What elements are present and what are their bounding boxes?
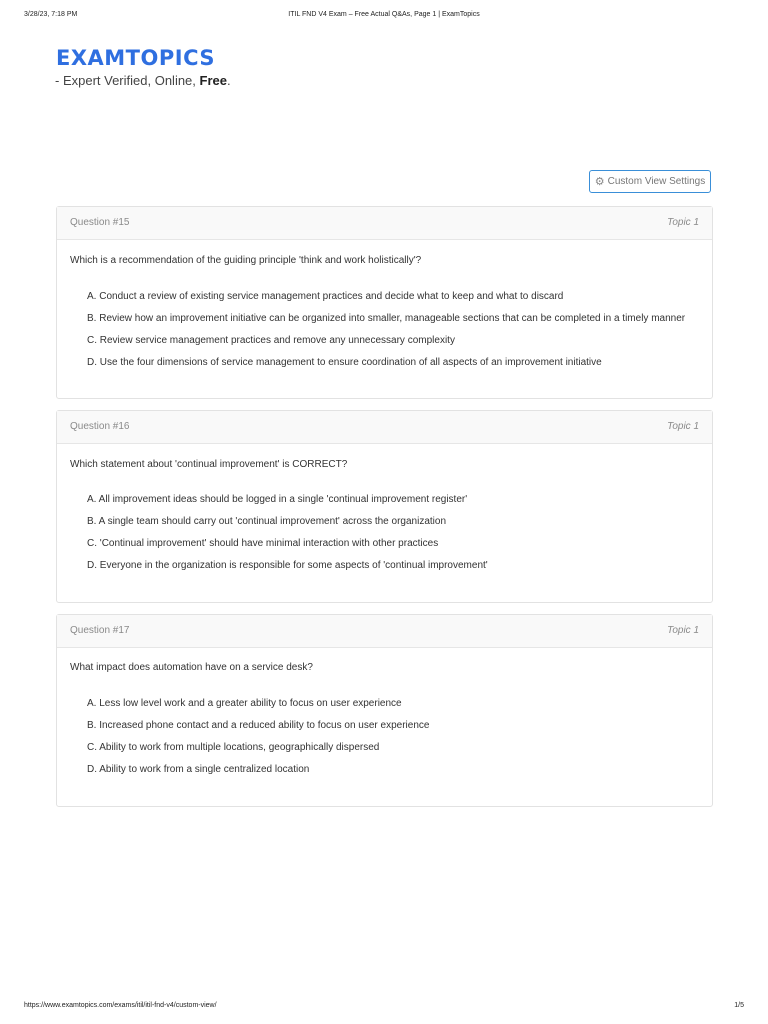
question-number: Question #16 bbox=[70, 421, 130, 432]
choice-d[interactable]: D. Ability to work from a single centralized location bbox=[87, 764, 310, 775]
print-title: ITIL FND V4 Exam – Free Actual Q&As, Page 1 | ExamTopics bbox=[288, 11, 480, 18]
tagline-prefix: - Expert Verified, Online, bbox=[55, 73, 200, 88]
choice-a[interactable]: A. All improvement ideas should be logged in a single 'continual improvement register' bbox=[87, 494, 468, 505]
choice-c[interactable]: C. Review service management practices and remove any unnecessary complexity bbox=[87, 335, 455, 346]
question-card bbox=[56, 206, 713, 399]
choice-d[interactable]: D. Use the four dimensions of service management to ensure coordination of all aspects of an improvement initiative bbox=[87, 357, 602, 368]
question-header bbox=[57, 411, 712, 444]
choice-a[interactable]: A. Less low level work and a greater ability to focus on user experience bbox=[87, 698, 402, 709]
print-header bbox=[0, 11, 768, 23]
question-text: Which is a recommendation of the guiding principle 'think and work holistically'? bbox=[70, 255, 422, 266]
question-text: What impact does automation have on a service desk? bbox=[70, 662, 313, 673]
question-topic: Topic 1 bbox=[667, 625, 699, 636]
choice-d[interactable]: D. Everyone in the organization is responsible for some aspects of 'continual improvement' bbox=[87, 560, 488, 571]
tagline-suffix: . bbox=[226, 73, 231, 88]
question-header bbox=[57, 207, 712, 240]
question-text: Which statement about 'continual improvement' is CORRECT? bbox=[70, 459, 348, 470]
question-number: Question #17 bbox=[70, 625, 130, 636]
question-card bbox=[56, 614, 713, 807]
question-number: Question #15 bbox=[70, 217, 130, 228]
print-page-number: 1/5 bbox=[734, 1002, 744, 1009]
examtopics-logo[interactable]: EXAMTOPICS bbox=[56, 46, 215, 70]
choice-a[interactable]: A. Conduct a review of existing service management practices and decide what to keep and what to discard bbox=[87, 291, 564, 302]
choice-b[interactable]: B. Review how an improvement initiative can be organized into smaller, manageable sections that can be completed in a timely manner bbox=[87, 313, 686, 324]
tagline bbox=[55, 73, 231, 88]
choice-c[interactable]: C. Ability to work from multiple locations, geographically dispersed bbox=[87, 742, 380, 753]
gear-icon: ⚙ bbox=[594, 176, 605, 188]
choice-b[interactable]: B. Increased phone contact and a reduced ability to focus on user experience bbox=[87, 720, 430, 731]
question-card bbox=[56, 410, 713, 603]
choice-c[interactable]: C. 'Continual improvement' should have minimal interaction with other practices bbox=[87, 538, 439, 549]
question-header bbox=[57, 615, 712, 648]
custom-view-settings-button[interactable] bbox=[589, 170, 711, 193]
print-url: https://www.examtopics.com/exams/itil/itil-fnd-v4/custom-view/ bbox=[24, 1002, 217, 1009]
custom-view-settings-label: Custom View Settings bbox=[607, 176, 706, 187]
choice-list bbox=[87, 494, 488, 582]
choice-b[interactable]: B. A single team should carry out 'continual improvement' across the organization bbox=[87, 516, 447, 527]
choice-list bbox=[87, 291, 685, 379]
print-date: 3/28/23, 7:18 PM bbox=[24, 11, 78, 18]
choice-list bbox=[87, 698, 429, 786]
tagline-bold: Free bbox=[199, 73, 227, 88]
question-topic: Topic 1 bbox=[667, 421, 699, 432]
question-topic: Topic 1 bbox=[667, 217, 699, 228]
